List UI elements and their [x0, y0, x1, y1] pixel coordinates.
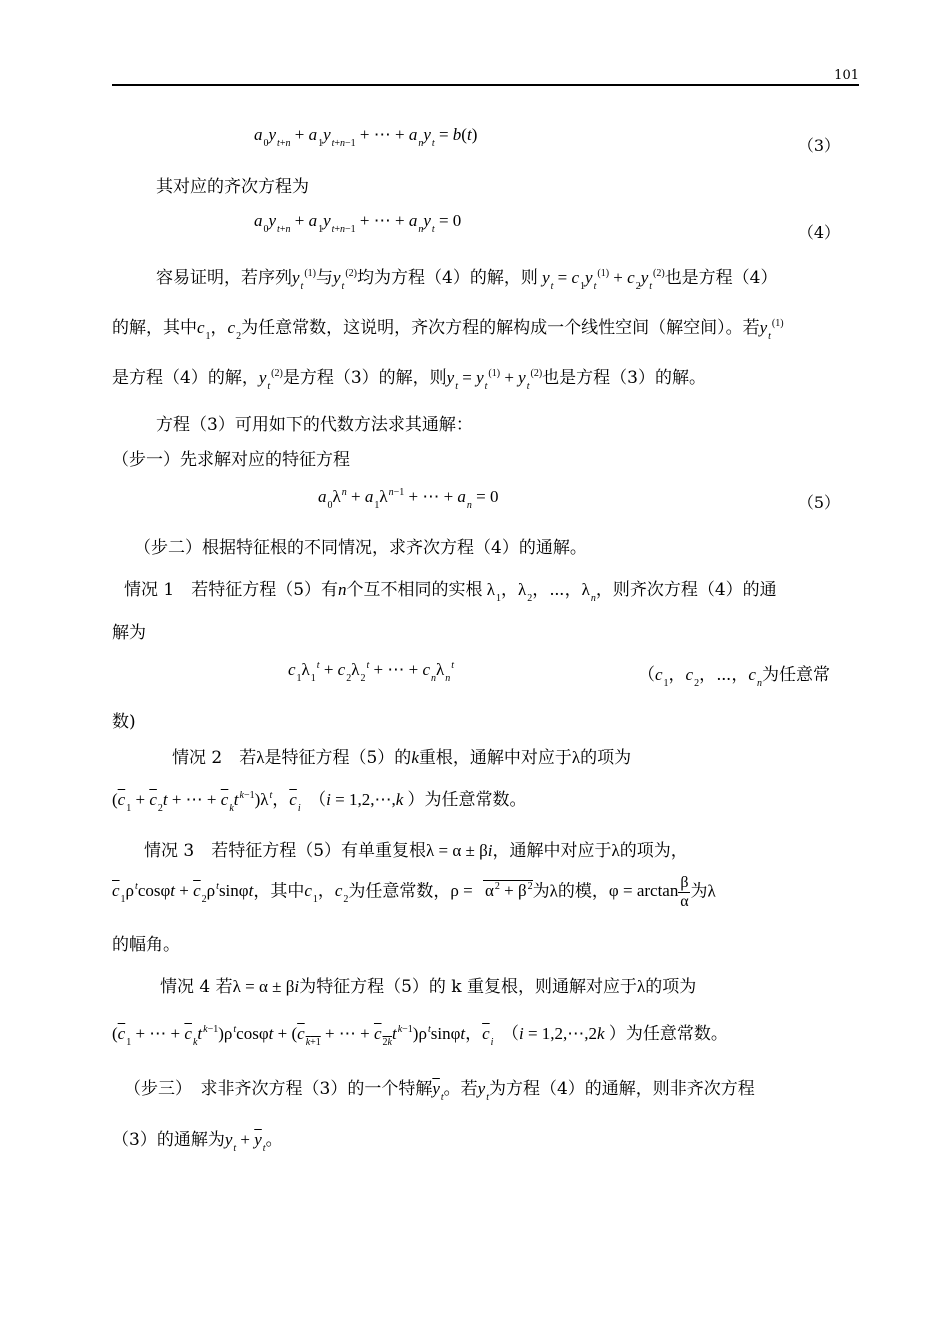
equation-5: $a_0\lambda^n + a_1\lambda^{n-1}$ + ⋯ + $a_n = 0$	[318, 487, 499, 511]
equation-number-4: （4）	[797, 223, 840, 242]
case-3: 情况 3 若特征方程（5）有单重复根λ = α ± βi，通解中对应于λ的项为，	[144, 841, 688, 861]
equation-number-3: （3）	[797, 136, 840, 155]
header-rule	[112, 84, 859, 86]
step-one: （步一）先求解对应的特征方程	[112, 450, 350, 470]
case-1-cont: 解为	[112, 623, 146, 643]
case-3-term: $\overline{c}_1\rho^t\cos\varphi t + \overline{c}_2\rho^t\sin\varphi t$，其中$c_1$，$c_2$为任意常数，$\rho = \alpha^2 + \beta^2$为λ的模，φ = arctan $\frac{\beta}{\alpha}$ 为λ	[112, 874, 716, 910]
case-2-term: ($\overline{c}_1 + \overline{c}_2t$ + ⋯ + $\overline{c}_kt^{k-1})\lambda^t$，$\overline{c}_i$ （i = 1,2,⋯,k ）为任意常数。	[112, 790, 527, 814]
paragraph-solution-space-2: 是方程（4）的解，$y_t^{(2)}$是方程（3）的解，则$y_t = y_t^{(1)} + y_t^{(2)}$也是方程（3）的解。	[112, 368, 706, 392]
case-4: 情况 4 若λ = α ± βi为特征方程（5）的 k 重复根，则通解对应于λ的项为	[160, 977, 697, 997]
step-two: （步二）根据特征根的不同情况，求齐次方程（4）的通解。	[134, 538, 587, 558]
equation-3: $a_0y_{t+n} + a_1y_{t+n-1}$ + ⋯ + $a_ny_t = b(t)$	[254, 125, 478, 149]
case-4-term: ($\overline{c}_1$ + ⋯ + $\overline{c}_kt^{k-1})\rho^t\cos\varphi t + (c_{k+1}$ + ⋯ + $c_{2k}t^{k-1})\rho^t\sin\varphi t$，$\overline{c}_i$ （i = 1,2,⋯,2k ）为任意常数。	[112, 1024, 728, 1048]
case-1-general-solution: $c_1\lambda_1^t + c_2\lambda_2^t$ + ⋯ + $c_n\lambda_n^t$	[288, 660, 455, 684]
paragraph-method: 方程（3）可用如下的代数方法求其通解：	[156, 415, 473, 435]
paragraph-easy-proof: 容易证明，若序列$y_t^{(1)}$与$y_t^{(2)}$均为方程（4）的解，则 $y_t = c_1y_t^{(1)} + c_2y_t^{(2)}$也是方程（4）	[156, 268, 778, 292]
case-3-end: 的幅角。	[112, 935, 180, 955]
paragraph-solution-space: 的解，其中$c_1$，$c_2$为任意常数，这说明，齐次方程的解构成一个线性空间（解空间）。若$y_t^{(1)}$	[112, 318, 784, 342]
case-1-constants: （$c_1$，$c_2$，⋯，$c_n$为任意常	[638, 665, 830, 689]
step-three-cont: （3）的通解为$y_t + \overline{y}_t$。	[112, 1130, 283, 1154]
step-three: （步三） 求非齐次方程（3）的一个特解$\overline{y}_t$。若$y_t$为方程（4）的通解，则非齐次方程	[124, 1079, 755, 1103]
equation-4: $a_0y_{t+n} + a_1y_{t+n-1}$ + ⋯ + $a_ny_t = 0$	[254, 211, 462, 235]
page-number: 101	[834, 68, 859, 83]
equation-number-5: （5）	[797, 493, 840, 512]
case-2: 情况 2 若λ是特征方程（5）的k重根，通解中对应于λ的项为	[172, 748, 632, 768]
case-1: 情况 1 若特征方程（5）有n个互不相同的实根 $\lambda_1$，$\lambda_2$，⋯，$\lambda_n$，则齐次方程（4）的通	[124, 580, 777, 604]
case-1-end: 数)	[112, 712, 136, 732]
paragraph-homog-intro: 其对应的齐次方程为	[156, 177, 309, 197]
